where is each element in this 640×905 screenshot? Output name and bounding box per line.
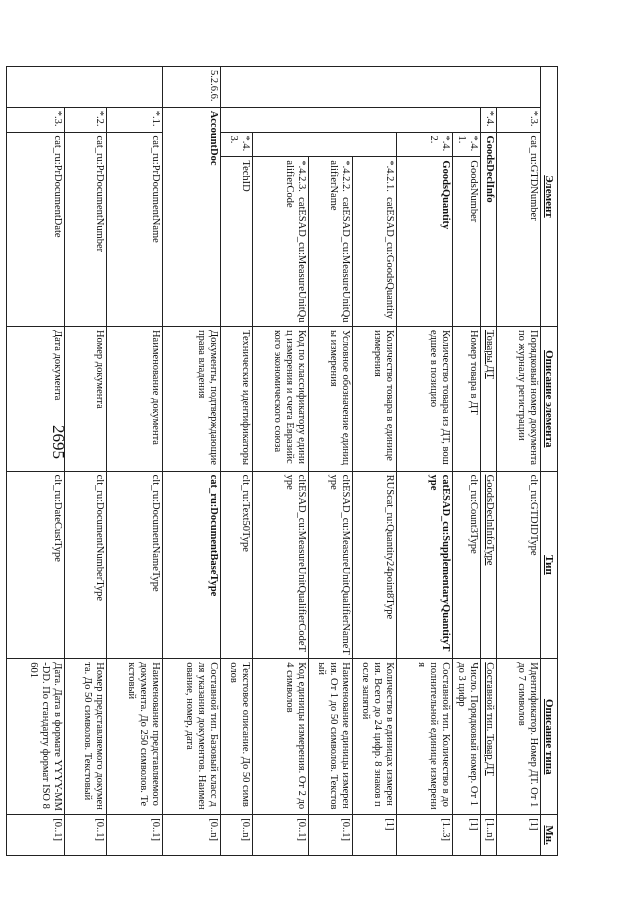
row-type: cltESAD_cu:MeasureUnitQualifierCodeType <box>252 471 308 659</box>
row-description: Товары ДТ <box>480 326 496 471</box>
row-description: Наименование документа <box>106 326 162 471</box>
row-multiplicity: [1] <box>496 815 540 856</box>
row-element: GoodsNumber <box>452 157 480 327</box>
row-multiplicity: [1..n] <box>480 815 496 856</box>
row-type: clt_ru:DocumentNameType <box>106 471 162 659</box>
row-num: *.4.2.2. <box>339 160 351 192</box>
row-num: *.4.2.1. <box>383 160 395 192</box>
table-row <box>6 67 64 856</box>
row-multiplicity: [0..n] <box>162 815 220 856</box>
row-element: TechID <box>220 157 252 327</box>
header-type: Тип <box>540 471 557 659</box>
row-num: *.3. <box>6 107 64 132</box>
row-num: *.4.2.3. <box>295 160 307 192</box>
indent-cell <box>452 107 480 132</box>
row-type: catESAD_cu:SupplementaryQuantityType <box>396 471 452 659</box>
indent-cell <box>352 132 396 157</box>
header-type-description: Описание типа <box>540 659 557 815</box>
row-multiplicity: [1] <box>352 815 396 856</box>
row-element: cat_ru:PrDocumentNumber <box>64 132 106 326</box>
table-row <box>308 67 352 856</box>
indent-cell <box>106 67 162 108</box>
row-num: 5.2.6.6. <box>162 67 220 108</box>
row-element: cat_ru:GTDNumber <box>496 132 540 326</box>
row-type-description: Число. Порядковый номер. От 1 до 3 цифр <box>452 659 480 815</box>
header-element: Элемент <box>540 67 557 327</box>
row-multiplicity: [1..3] <box>396 815 452 856</box>
row-description: Количество товара в единице измерения <box>352 326 396 471</box>
row-multiplicity: [0..1] <box>308 815 352 856</box>
table-row <box>220 67 252 856</box>
header-row <box>540 67 557 856</box>
row-type: clt_ru:DateCustType <box>6 471 64 659</box>
row-num: *.2. <box>64 107 106 132</box>
row-description: Количество товара из ДТ, вошедшее в позицию <box>396 326 452 471</box>
row-type-description: Составной тип. Количество в дополнительной единице измерения <box>396 659 452 815</box>
row-type: cltESAD_cu:MeasureUnitQualifierNameType <box>308 471 352 659</box>
row-num: *.4.1. <box>452 132 480 157</box>
row-element: AccountDoc <box>162 107 220 326</box>
row-num: *.3. <box>496 107 540 132</box>
indent-cell <box>496 67 540 108</box>
indent-cell <box>252 67 308 108</box>
row-num: *.1. <box>106 107 162 132</box>
row-element-name: catESAD_cu:MeasureUnitQualifierName <box>327 160 351 323</box>
table-row <box>452 67 480 856</box>
row-num: *.4.3. <box>220 132 252 157</box>
table-row <box>396 67 452 856</box>
row-multiplicity: [0..1] <box>106 815 162 856</box>
row-type-description: Наименование единицы измерения. От 1 до 50 символов. Текстовый <box>308 659 352 815</box>
row-type: cat_ru:DocumentBaseType <box>162 471 220 659</box>
indent-cell <box>252 107 308 132</box>
row-element-name: catESAD_cu:GoodsQuantity <box>383 197 395 320</box>
row-type-description: Наименование представляемого документа. До 250 символов. Текстовый <box>106 659 162 815</box>
row-type: clt_ru:DocumentNumberType <box>64 471 106 659</box>
indent-cell <box>308 132 352 157</box>
row-element: cat_ru:PrDocumentDate <box>6 132 64 326</box>
row-multiplicity: [1] <box>452 815 480 856</box>
indent-cell <box>352 107 396 132</box>
row-type: clt_ru:Text50Type <box>220 471 252 659</box>
header-description: Описание элемента <box>540 326 557 471</box>
indent-cell <box>6 67 64 108</box>
row-element-name: catESAD_cu:MeasureUnitQualifierCode <box>283 160 307 323</box>
row-element: cat_ru:PrDocumentName <box>106 132 162 326</box>
row-element <box>308 157 352 327</box>
table-row <box>352 67 396 856</box>
row-element <box>352 157 396 327</box>
indent-cell <box>452 67 480 108</box>
row-multiplicity: [0..n] <box>220 815 252 856</box>
indent-cell <box>64 67 106 108</box>
row-type-description: Количество в единицах измерения. Всего до 24 цифр. 8 знаков после запятой <box>352 659 396 815</box>
row-type-description: Составной тип. Товар ДТ <box>480 659 496 815</box>
row-description: Номер товара в ДТ <box>452 326 480 471</box>
row-type-description: Составной тип. Базовый класс для указания документов. Наименование, номер, дата <box>162 659 220 815</box>
indent-cell <box>220 67 252 108</box>
header-multiplicity: Мн. <box>540 815 557 856</box>
table-row <box>64 67 106 856</box>
row-type-description: Текстовое описание. До 50 символов <box>220 659 252 815</box>
row-num: *.4. <box>480 107 496 132</box>
table-row <box>496 67 540 856</box>
row-description: Номер документа <box>64 326 106 471</box>
row-description: Код по классификатору единиц измерения и счета Евразийского экономического союза <box>252 326 308 471</box>
table-row <box>106 67 162 856</box>
indent-cell <box>352 67 396 108</box>
row-type-description: Код единицы измерения. От 2 до 4 символов <box>252 659 308 815</box>
row-type-description: Дата. Дата в формате YYYY-MM-DD. По стандарту формат ISO 8601 <box>6 659 64 815</box>
row-type-description: Идентификатор. Номер ДТ. От 1 до 7 символов <box>496 659 540 815</box>
indent-cell <box>480 67 496 108</box>
row-type: RUScat_ru:Quantity24point8Type <box>352 471 396 659</box>
row-element: GoodsDeclInfo <box>480 132 496 326</box>
row-element: GoodsQuantity <box>396 157 452 327</box>
row-num: *.4.2. <box>396 132 452 157</box>
indent-cell <box>220 107 252 132</box>
row-type: clt_ru:GTDIDType <box>496 471 540 659</box>
page-number: 2695 <box>49 425 68 459</box>
indent-cell <box>308 67 352 108</box>
table-row <box>252 67 308 856</box>
row-description: Технические идентификаторы <box>220 326 252 471</box>
table-row <box>480 67 496 856</box>
spec-table <box>6 66 558 856</box>
row-description: Условное обозначение единицы измерения <box>308 326 352 471</box>
row-multiplicity: [0..1] <box>64 815 106 856</box>
indent-cell <box>396 67 452 108</box>
row-description: Документы, подтверждающие права владения <box>162 326 220 471</box>
row-description: Порядковый номер документа по журналу регистрации <box>496 326 540 471</box>
indent-cell <box>308 107 352 132</box>
row-multiplicity: [0..1] <box>252 815 308 856</box>
row-description: Дата документа <box>6 326 64 471</box>
row-type: GoodsDeclnInfoType <box>480 471 496 659</box>
indent-cell <box>396 107 452 132</box>
indent-cell <box>252 132 308 157</box>
row-multiplicity: [0..1] <box>6 815 64 856</box>
row-type: clt_ru:Count3Type <box>452 471 480 659</box>
row-type-description: Номер представляемого документа. До 50 символов. Текстовый <box>64 659 106 815</box>
table-row <box>162 67 220 856</box>
row-element <box>252 157 308 327</box>
